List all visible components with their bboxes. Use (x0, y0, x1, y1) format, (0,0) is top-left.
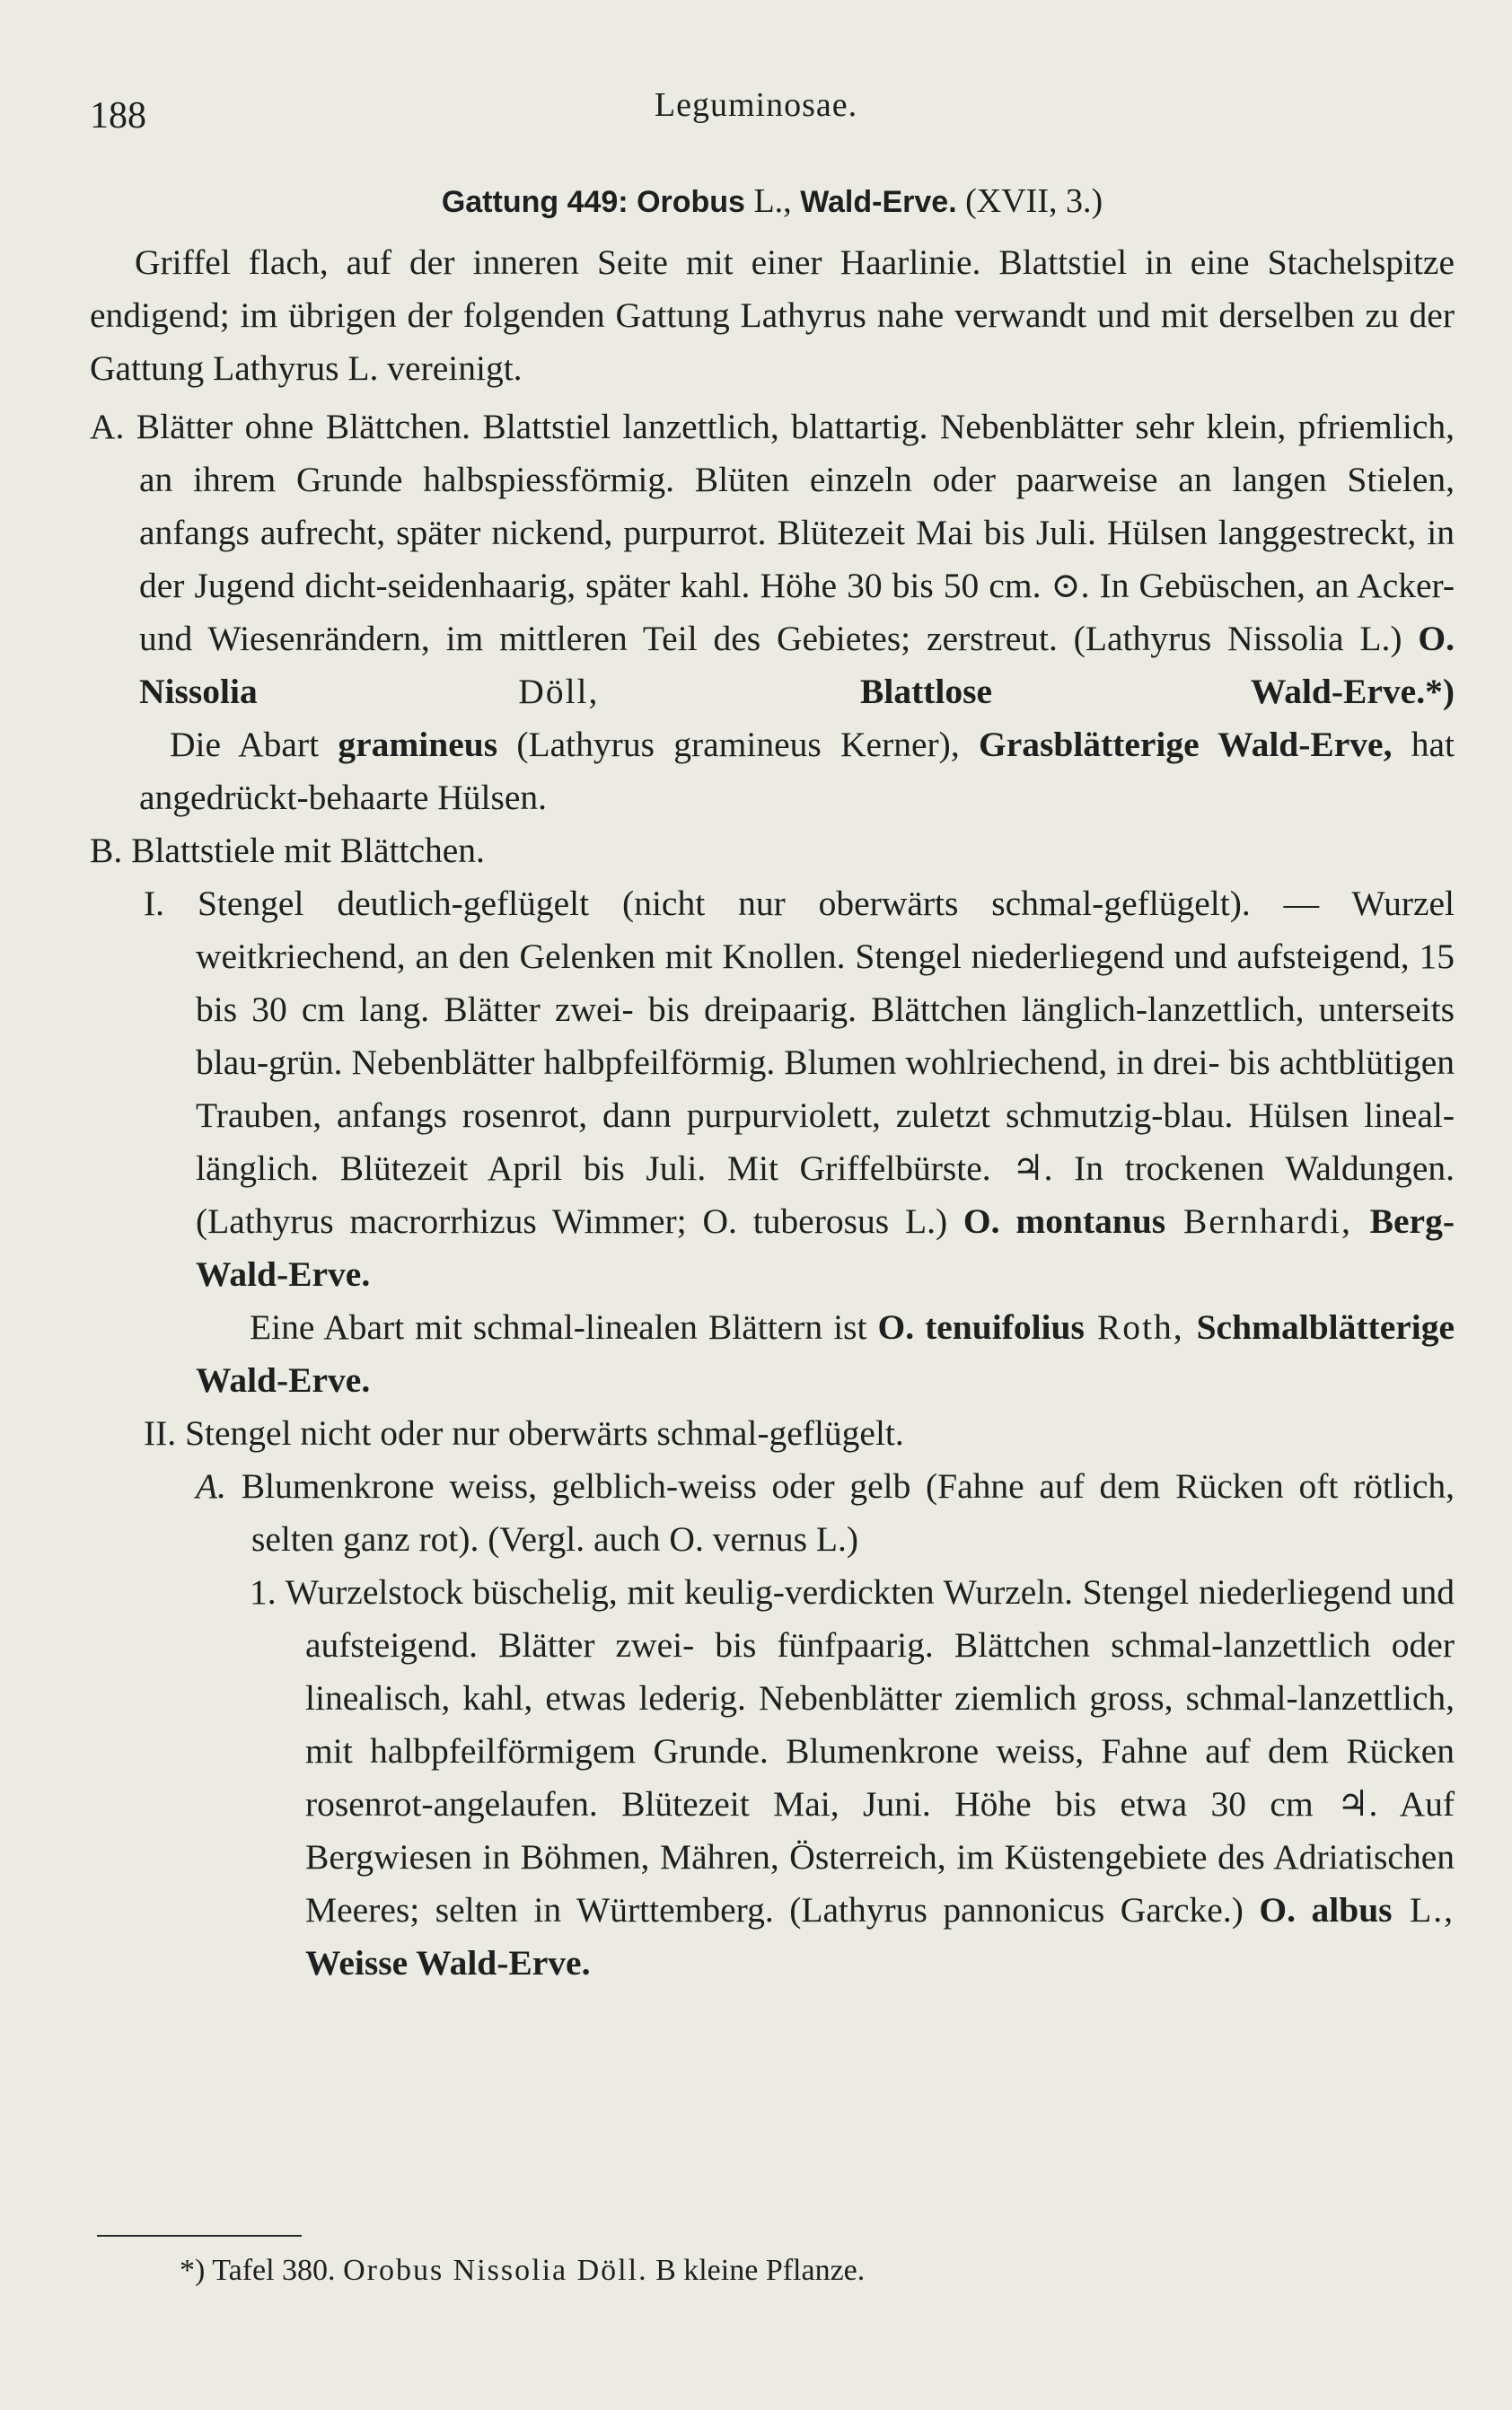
footnote-mark: *) (180, 2254, 206, 2287)
footnote-text: B kleine Pflanze. (647, 2254, 866, 2287)
key-text: Blattstiele mit Blättchen. (131, 831, 485, 870)
genus-class: (XVII, 3.) (956, 182, 1103, 220)
species-common-name: Berg-Wald-Erve. (196, 1201, 1455, 1294)
key-text: Blumenkrone weiss, gelblich-weiss oder gelb (Fahne auf dem Rücken oft rötlich, selten ganz rot). (Vergl. auch O. vernus L.) (241, 1466, 1455, 1559)
key-B (90, 824, 1455, 877)
genus-author: L., (744, 182, 801, 220)
genus-description: Griffel flach, auf der inneren Seite mit einer Haarlinie. Blattstiel in eine Stachelspitze endigend; im übrigen der folgenden Gattung Lathyrus nahe verwandt und mit derselben zu der Gattung Lathyrus L. vereinigt. (90, 242, 1455, 388)
footnote (180, 2254, 865, 2288)
variety-name: O. tenuifolius (877, 1307, 1085, 1347)
species-name: O. montanus (963, 1201, 1166, 1241)
key-text: Blätter ohne Blättchen. Blattstiel lanzettlich, blattartig. Nebenblätter sehr klein, pfriemlich, an ihrem Grunde halbspiessförmig. Blüten einzeln oder paarweise an langen Stielen, anfangs aufrecht, später nickend, purpurrot. Blütezeit Mai bis Juli. Hülsen langgestreckt, in der Jugend dicht-seidenhaarig, später kahl. Höhe 30 bis 50 cm. ⊙. In Gebüschen, an Acker- und Wiesenrändern, im mittleren Teil des Gebietes; zerstreut. (Lathyrus Nissolia L.) (136, 407, 1455, 658)
footnote-text: Tafel 380. (205, 2254, 344, 2287)
species-name: O. albus (1259, 1890, 1393, 1930)
key-text: Wurzelstock büschelig, mit keulig-verdickten Wurzeln. Stengel niederliegend und aufsteigend. Blätter zwei- bis fünfpaarig. Blättchen schmal-lanzettlich oder linealisch, kahl, etwas lederig. Nebenblätter ziemlich gross, schmal-lanzettlich, mit halbpfeilförmigem Grunde. Blumenkrone weiss, Fahne auf dem Rücken rosenrot-angelaufen. Blütezeit Mai, Juni. Höhe bis etwa 30 cm ♃. Auf Bergwiesen in Böhmen, Mähren, Österreich, im Küstengebiete des Adriatischen Meeres; selten in Württemberg. (Lathyrus pannonicus Garcke.) (285, 1572, 1455, 1930)
variety-author: Roth, (1084, 1307, 1197, 1347)
key-label: I. (144, 884, 165, 923)
variety-B-I (90, 1301, 1455, 1407)
key-label: A. (196, 1466, 227, 1506)
species-common-name: Weisse Wald-Erve. (305, 1943, 591, 1983)
key-label: II. (144, 1413, 177, 1453)
running-title: Leguminosae. (654, 86, 858, 124)
species-author: Bernhardi, (1165, 1201, 1370, 1241)
footnote-rule (97, 2235, 302, 2237)
page-header (0, 85, 1512, 139)
variety-text: hat angedrückt-behaarte Hülsen. (139, 725, 1455, 817)
footnote-species: Orobus Nissolia Döll. (343, 2254, 648, 2287)
species-author: Döll, (257, 672, 860, 711)
genus-heading (90, 175, 1455, 229)
key-B-II-A-1 (90, 1566, 1455, 1990)
variety-text: Die Abart (170, 725, 338, 764)
variety-text: Eine Abart mit schmal-linealen Blättern ist (250, 1307, 878, 1347)
key-A (90, 400, 1455, 718)
key-label: B. (90, 831, 123, 870)
genus-name: Gattung 449: Orobus (441, 185, 745, 219)
variety-common-name: Grasblätterige Wald-Erve, (978, 725, 1393, 764)
species-common-name: Blattlose Wald-Erve.*) (860, 672, 1455, 711)
genus-german-name: Wald-Erve. (800, 185, 957, 219)
variety-name: gramineus (338, 725, 498, 764)
key-B-I (90, 877, 1455, 1301)
key-B-II (90, 1407, 1455, 1460)
key-text: Stengel nicht oder nur oberwärts schmal-geflügelt. (185, 1413, 904, 1453)
species-name: O. Nissolia (139, 619, 1455, 711)
key-B-II-A (90, 1460, 1455, 1566)
key-label: 1. (250, 1572, 277, 1612)
key-text: Stengel deutlich-geflügelt (nicht nur oberwärts schmal-geflügelt). — Wurzel weitkriechend, an den Gelenken mit Knollen. Stengel niederliegend und aufsteigend, 15 bis 30 cm lang. Blätter zwei- bis dreipaarig. Blättchen länglich-lanzettlich, unterseits blau-grün. Nebenblätter halbpfeilförmig. Blumen wohlriechend, in drei- bis achtblütigen Trauben, anfangs rosenrot, dann purpurviolett, zuletzt schmutzig-blau. Hülsen lineal-länglich. Blütezeit April bis Juli. Mit Griffelbürste. ♃. In trockenen Waldungen. (Lathyrus macrorrhizus Wimmer; O. tuberosus L.) (196, 884, 1455, 1241)
species-author: L., (1392, 1890, 1455, 1930)
variety-A (90, 718, 1455, 824)
variety-text: (Lathyrus gramineus Kerner), (497, 725, 979, 764)
key-label: A. (90, 407, 125, 446)
page-number: 188 (90, 95, 146, 136)
page-body (90, 175, 1455, 1990)
variety-common-name: Schmalblätterige Wald-Erve. (196, 1307, 1455, 1400)
